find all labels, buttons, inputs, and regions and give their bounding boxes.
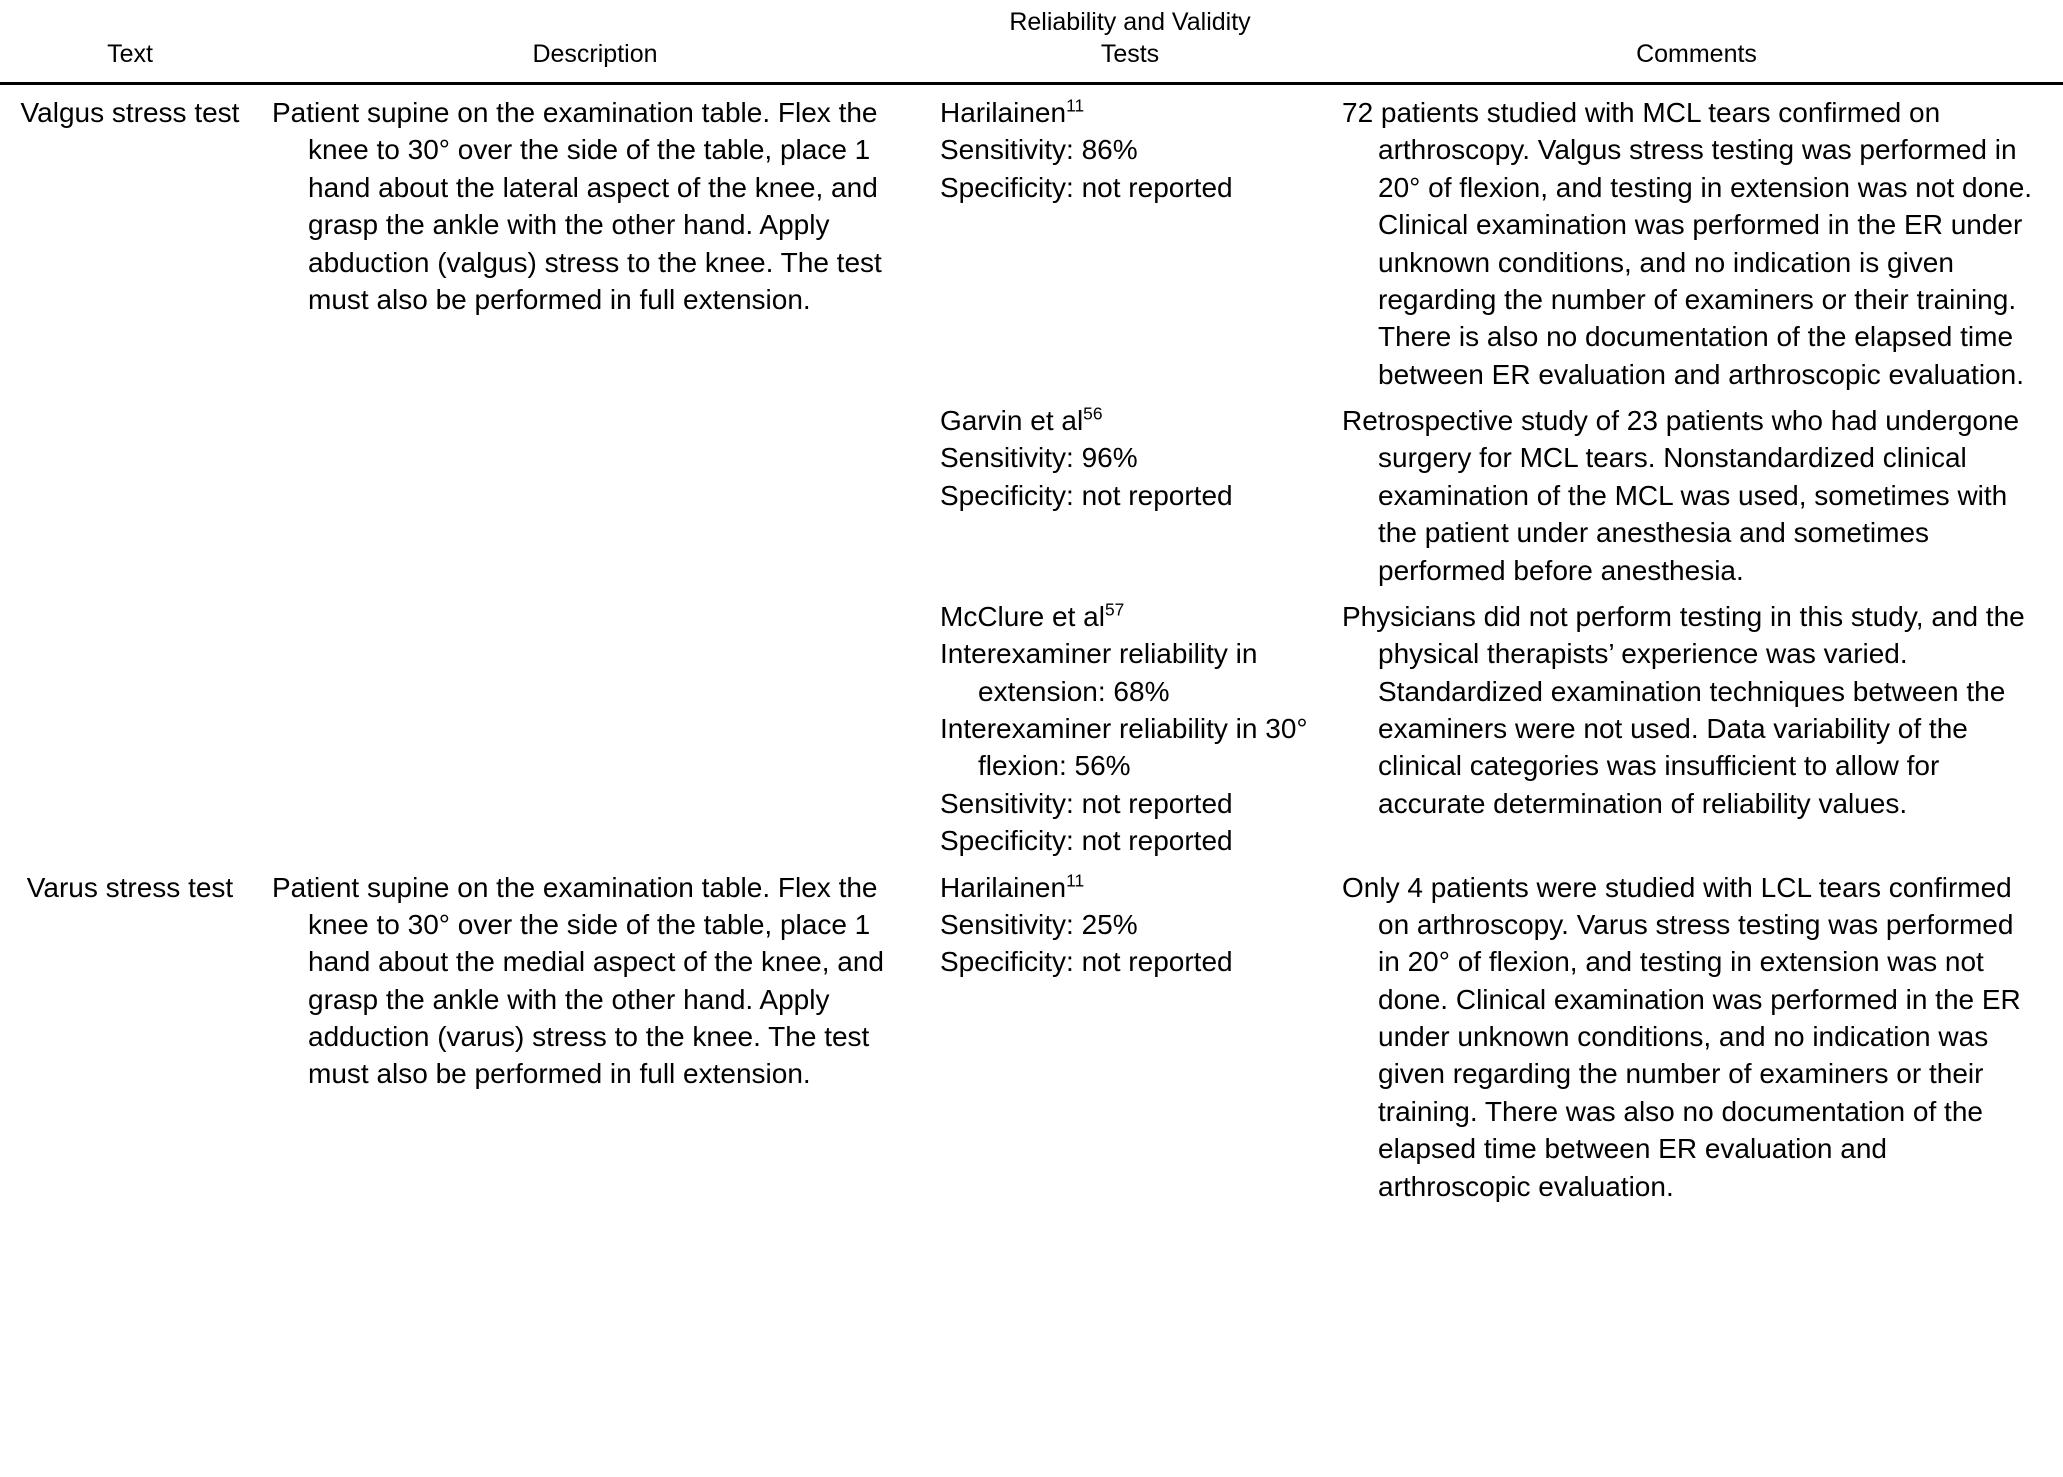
study-citation-reference: 11 (1066, 870, 1085, 891)
study-citation-reference: 11 (1066, 95, 1085, 116)
study-measure: Sensitivity: 96% (940, 442, 1138, 474)
study-citation (940, 869, 1320, 906)
cell-reliability-validity (930, 589, 1330, 860)
column-header-text: Text (0, 0, 260, 84)
comment-paragraph: 72 patients studied with MCL tears confirmed on arthroscopy. Valgus stress testing was performed in 20° of flexion, and testing in extension was not done. Clinical examination was performed in the ER under unknown conditions, and no indication is given regarding the number of examiners or their training. There is also no documentation of the elapsed time between ER evaluation and arthroscopic evaluation. (1342, 97, 2033, 390)
column-header-reliability-line-2: Tests (1100, 40, 1160, 68)
column-header-description: Description (260, 0, 930, 84)
cell-reliability-validity (930, 860, 1330, 1205)
comment-paragraph: Retrospective study of 23 patients who had undergone surgery for MCL tears. Nonstandardized clinical examination of the MCL was used, sometimes with the patient under anesthesia and sometimes performed before anesthesia. (1342, 405, 2020, 586)
cell-comments (1330, 84, 2063, 394)
study-citation-name: Garvin et al (940, 405, 1084, 436)
study-citation (940, 598, 1320, 635)
cell-comments (1330, 589, 2063, 860)
study-citation-reference: 56 (1083, 403, 1103, 424)
table-header-row (0, 0, 2063, 84)
study-citation (940, 94, 1320, 131)
study-measure: Specificity: not reported (940, 479, 1233, 511)
study-citation-reference: 57 (1104, 599, 1125, 620)
cell-description (260, 84, 930, 860)
study-citation-name: McClure et al (940, 600, 1105, 632)
table-header (0, 0, 2063, 84)
study-measure: Specificity: not reported (940, 946, 1233, 978)
column-header-reliability-line-1: Reliability and Validity (1009, 8, 1251, 36)
study-measure: Interexaminer reliability in 30° flexion: 56% (940, 713, 1308, 782)
column-header-reliability-validity-tests (930, 0, 1330, 84)
comment-paragraph: Only 4 patients were studied with LCL tears confirmed on arthroscopy. Varus stress testing was performed in 20° of flexion, and testing in extension was not done. Clinical examination was performed in the ER under unknown conditions, and no indication was given regarding the number of examiners or their training. There was also no documentation of the elapsed time between ER evaluation and arthroscopic evaluation. (1342, 871, 2021, 1202)
cell-test-name: Valgus stress test (20, 97, 240, 128)
cell-description (260, 860, 930, 1205)
study-measure: Interexaminer reliability in extension: 68% (940, 638, 1258, 707)
study-block (940, 598, 1320, 860)
description-paragraph: Patient supine on the examination table. Flex the knee to 30° over the side of the table, place 1 hand about the lateral aspect of the knee, and grasp the ankle with the other hand. Apply abduction (valgus) stress to the knee. The test must also be performed in full extension. (272, 97, 882, 315)
table-row (0, 860, 2063, 1205)
description-paragraph: Patient supine on the examination table. Flex the knee to 30° over the side of the table, place 1 hand about the medial aspect of the knee, and grasp the ankle with the other hand. Apply adduction (varus) stress to the knee. The test must also be performed in full extension. (272, 871, 884, 1090)
study-measure: Sensitivity: 25% (940, 908, 1138, 940)
cell-comments (1330, 860, 2063, 1205)
column-header-comments: Comments (1330, 0, 2063, 84)
cell-comments (1330, 393, 2063, 589)
study-citation-name: Harilainen (940, 871, 1067, 903)
study-block (940, 94, 1320, 206)
cell-reliability-validity (930, 393, 1330, 589)
study-citation-name: Harilainen (940, 97, 1067, 128)
table-row (0, 84, 2063, 394)
cell-test-name: Varus stress test (26, 871, 234, 903)
study-measure: Specificity: not reported (940, 171, 1233, 203)
study-measure: Sensitivity: 86% (940, 134, 1138, 166)
comment-paragraph: Physicians did not perform testing in this study, and the physical therapists’ experience was varied. Standardized examination techniques between the examiners were not used. Data variability of the clinical categories was insufficient to allow for accurate determination of reliability values. (1342, 600, 2025, 819)
table-body (0, 84, 2063, 1205)
cell-reliability-validity (930, 84, 1330, 394)
study-measure: Specificity: not reported (940, 825, 1233, 857)
study-block (940, 869, 1320, 981)
study-citation (940, 402, 1320, 439)
study-block (940, 402, 1320, 514)
study-measure: Sensitivity: not reported (940, 787, 1233, 819)
